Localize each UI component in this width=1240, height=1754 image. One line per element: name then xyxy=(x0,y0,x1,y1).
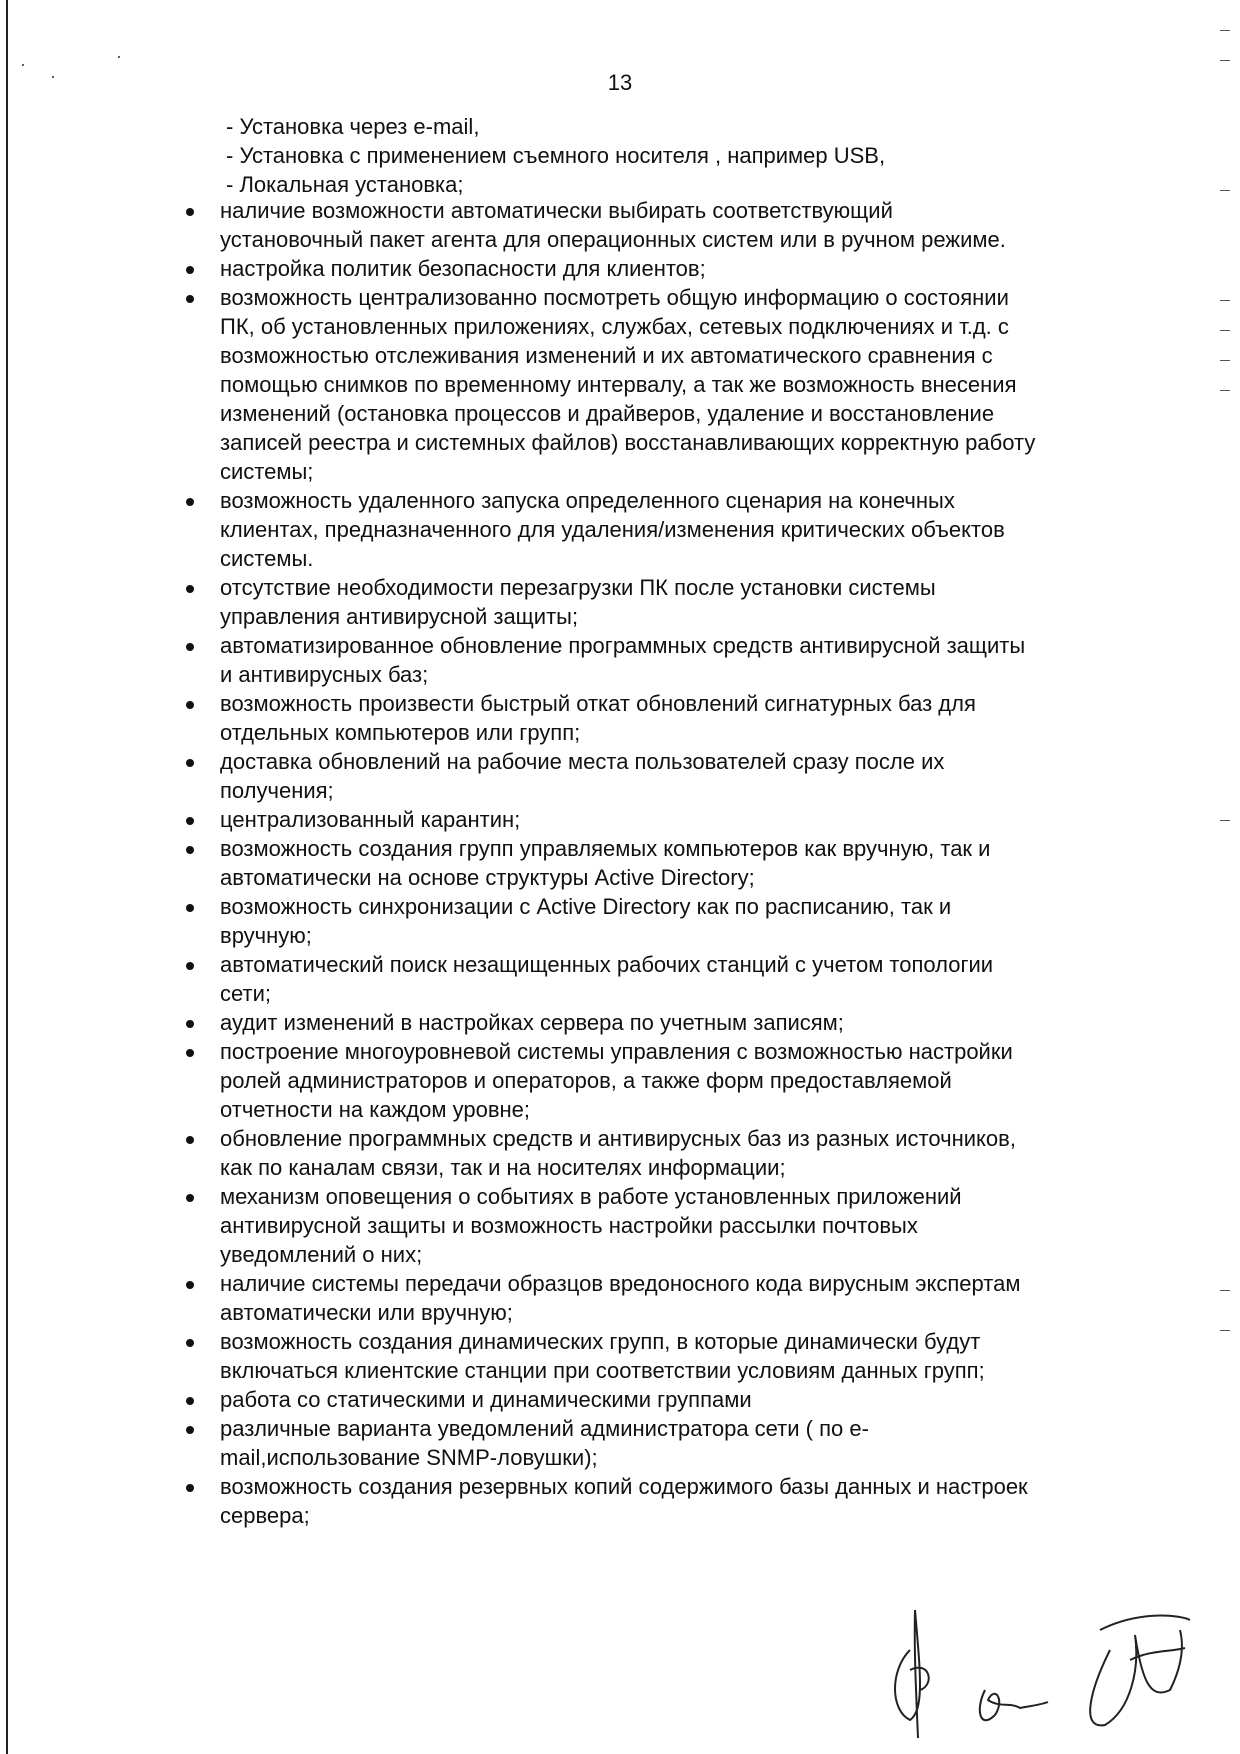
requirement-item xyxy=(180,1385,1130,1414)
requirement-line: автоматизированное обновление программных средств антивирусной защиты xyxy=(220,633,1026,658)
requirement-line: получения; xyxy=(220,778,334,803)
bullet-icon xyxy=(186,759,194,767)
requirement-line: ПК, об установленных приложениях, службах, сетевых подключениях и т.д. с xyxy=(220,314,1009,339)
requirement-item xyxy=(180,689,1130,747)
requirement-line: ролей администраторов и операторов, а также форм предоставляемой xyxy=(220,1068,952,1093)
requirement-line: возможность централизованно посмотреть общую информацию о состоянии xyxy=(220,285,1009,310)
requirement-line: сети; xyxy=(220,981,271,1006)
bullet-icon xyxy=(186,1194,194,1202)
requirement-line: возможность удаленного запуска определенного сценария на конечных xyxy=(220,488,955,513)
requirement-line: сервера; xyxy=(220,1503,310,1528)
requirement-item xyxy=(180,1037,1130,1124)
bullet-icon xyxy=(186,701,194,709)
requirement-line: включаться клиентские станции при соответствии условиям данных групп; xyxy=(220,1358,985,1383)
bullet-icon xyxy=(186,1136,194,1144)
bullet-icon xyxy=(186,295,194,303)
bullet-icon xyxy=(186,1339,194,1347)
requirement-line: доставка обновлений на рабочие места пользователей сразу после их xyxy=(220,749,945,774)
scan-speck xyxy=(22,64,24,66)
requirement-line: централизованный карантин; xyxy=(220,807,521,832)
requirement-line: работа со статическими и динамическими группами xyxy=(220,1387,752,1412)
requirement-line: различные варианта уведомлений администратора сети ( по e- xyxy=(220,1416,869,1441)
scan-speck xyxy=(118,56,120,58)
signature-1 xyxy=(895,1610,929,1738)
requirement-item xyxy=(180,1182,1130,1269)
requirement-line: отчетности на каждом уровне; xyxy=(220,1097,531,1122)
requirement-line: антивирусной защиты и возможность настройки рассылки почтовых xyxy=(220,1213,918,1238)
requirement-line: механизм оповещения о событиях в работе установленных приложений xyxy=(220,1184,962,1209)
requirement-line: mail,использование SNMP-ловушки); xyxy=(220,1445,598,1470)
requirement-line: построение многоуровневой системы управления с возможностью настройки xyxy=(220,1039,1013,1064)
requirement-item xyxy=(180,747,1130,805)
requirement-line: системы; xyxy=(220,459,314,484)
requirement-item xyxy=(180,573,1130,631)
bullet-icon xyxy=(186,962,194,970)
requirement-line: возможностью отслеживания изменений и их автоматического сравнения с xyxy=(220,343,993,368)
requirement-line: возможность создания динамических групп, в которые динамически будут xyxy=(220,1329,981,1354)
bullet-icon xyxy=(186,1020,194,1028)
bullet-icon xyxy=(186,208,194,216)
requirement-line: как по каналам связи, так и на носителях информации; xyxy=(220,1155,786,1180)
bullet-icon xyxy=(186,904,194,912)
bullet-icon xyxy=(186,585,194,593)
requirement-item xyxy=(180,631,1130,689)
requirement-item xyxy=(180,892,1130,950)
bullet-icon xyxy=(186,817,194,825)
bullet-icon xyxy=(186,1484,194,1492)
requirements-list xyxy=(180,196,1130,1530)
requirement-line: наличие системы передачи образцов вредоносного кода вирусным экспертам xyxy=(220,1271,1021,1296)
requirement-line: записей реестра и системных файлов) восстанавливающих корректную работу xyxy=(220,430,1036,455)
bullet-icon xyxy=(186,643,194,651)
scan-left-edge xyxy=(6,0,8,1754)
bullet-icon xyxy=(186,846,194,854)
scan-right-edge xyxy=(1218,0,1234,1754)
bullet-icon xyxy=(186,1397,194,1405)
install-method-item: - Установка через e-mail, xyxy=(226,114,480,139)
requirement-line: уведомлений о них; xyxy=(220,1242,423,1267)
signature-2 xyxy=(980,1690,1048,1720)
requirement-line: отсутствие необходимости перезагрузки ПК после установки системы xyxy=(220,575,936,600)
requirement-item xyxy=(180,283,1130,486)
requirement-item xyxy=(180,805,1130,834)
requirement-line: автоматически или вручную; xyxy=(220,1300,513,1325)
signature-3 xyxy=(1090,1616,1190,1726)
requirement-line: возможность синхронизации с Active Directory как по расписанию, так и xyxy=(220,894,952,919)
requirement-item xyxy=(180,1327,1130,1385)
requirement-line: возможность создания групп управляемых компьютеров как вручную, так и xyxy=(220,836,991,861)
bullet-icon xyxy=(186,1426,194,1434)
requirement-line: обновление программных средств и антивирусных баз из разных источников, xyxy=(220,1126,1016,1151)
requirement-line: управления антивирусной защиты; xyxy=(220,604,579,629)
requirement-line: настройка политик безопасности для клиентов; xyxy=(220,256,706,281)
requirement-item xyxy=(180,1124,1130,1182)
requirement-item xyxy=(180,254,1130,283)
bullet-icon xyxy=(186,266,194,274)
requirement-item xyxy=(180,950,1130,1008)
page-number: 13 xyxy=(607,70,633,95)
bullet-icon xyxy=(186,1281,194,1289)
requirement-line: отдельных компьютеров или групп; xyxy=(220,720,581,745)
requirement-line: и антивирусных баз; xyxy=(220,662,429,687)
bullet-icon xyxy=(186,498,194,506)
requirement-line: автоматический поиск незащищенных рабочих станций с учетом топологии xyxy=(220,952,994,977)
requirement-line: автоматически на основе структуры Active Directory; xyxy=(220,865,755,890)
requirement-line: наличие возможности автоматически выбирать соответствующий xyxy=(220,198,893,223)
requirement-line: установочный пакет агента для операционных систем или в ручном режиме. xyxy=(220,227,1006,252)
requirement-line: вручную; xyxy=(220,923,312,948)
signatures xyxy=(880,1590,1210,1740)
requirement-item xyxy=(180,1269,1130,1327)
requirement-line: аудит изменений в настройках сервера по учетным записям; xyxy=(220,1010,844,1035)
requirement-item xyxy=(180,196,1130,254)
requirement-item xyxy=(180,486,1130,573)
requirement-line: системы. xyxy=(220,546,314,571)
install-method-item: - Установка с применением съемного носителя , например USB, xyxy=(226,143,886,168)
requirement-line: возможность произвести быстрый откат обновлений сигнатурных баз для xyxy=(220,691,976,716)
requirement-item xyxy=(180,1008,1130,1037)
requirement-item xyxy=(180,1414,1130,1472)
requirement-item xyxy=(180,1472,1130,1530)
requirement-line: клиентах, предназначенного для удаления/изменения критических объектов xyxy=(220,517,1005,542)
requirement-item xyxy=(180,834,1130,892)
requirement-line: помощью снимков по временному интервалу, а так же возможность внесения xyxy=(220,372,1017,397)
bullet-icon xyxy=(186,1049,194,1057)
install-methods-list xyxy=(226,112,885,199)
install-method-item: - Локальная установка; xyxy=(226,172,464,197)
requirement-line: изменений (остановка процессов и драйверов, удаление и восстановление xyxy=(220,401,995,426)
requirement-line: возможность создания резервных копий содержимого базы данных и настроек xyxy=(220,1474,1028,1499)
